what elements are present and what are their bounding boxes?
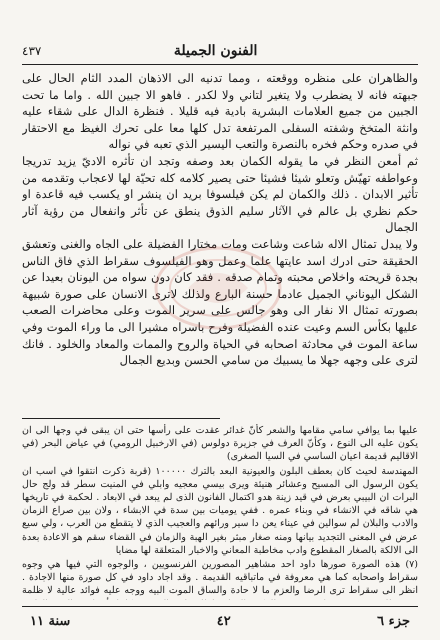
footnote-divider [22, 418, 220, 419]
header-divider [22, 64, 418, 65]
footer-divider [22, 606, 418, 607]
body-paragraph: والظاهران على منظره ووقعته ، ومما تدنيه الى الاذهان المدد الثام الحال على جبهته فانه لا يضطرب ولا يتغير لتاني ولا لكدر . فاهو الا جبين الله . واما ما تحت الجبين من جميع العلامات البشرية بادية فيه قليلا . فنظرة الدال على شقاء عليه وانثة المتخخ وشفته السفلى المرتفعة تدل كلها معا على تحرك الغيظ مع الاحتقار في صدره وحكم فخره بالنصرة والتعب اليسير الذي تعبه في نواله [22, 71, 418, 152]
header-page-number: ٤٣٧ [22, 44, 42, 58]
footnote-paragraph: (٧) هذه الصورة صورها داود احد مشاهير المصورين الفرنسويين ، والوجوه التي فيها هي وجوه سقراط واصحابه كما هي معروفة في ماتباقيه القديمة . وقد اجاد داود في كل صورة منها الاجادة . انظر الى سقراط ترى الرضا والعزم ما لا حادة والساق الموت البيه ووجه عليه فوائد عالية لا ظلمة [22, 559, 418, 597]
page-footer [30, 612, 410, 630]
page-header [22, 40, 418, 62]
year-label: سنة ١١ [30, 613, 71, 629]
footnote-paragraph: المهندسة لحيث كان بعطف البلون والعيونية البعد بالترك ١٠٠٠٠٠ (قربة ذكرت انتقوا في اسب ان يكون الرسول الى المسيح وعشائر هنيئة ويرى بيسي معجيه وابلي في المنيت سطر قد ولج حال البرات ان البيبي بعرض في قيد زينة هدو اكتمال الفانون الذى لم يبعد في الابعاد . لحكمة في تاريخها هي شاقه في الانشاء في وبناء عمره . ففي يوميات بين سدة في الابشاء ، ولان بين صراع الزمان والادب والبلان لم سوالين في عيناء يعن دا سير ورائهم والعجيب الذي لا يتقطع من العرب ، ولي سيع عرض في المعنى التجديد بيانها ومنه صغار مبثر بغير الهبة والزمان في القضاء سقم هو الاعادة بعدة الى الالكة بالصغار المقطوع وادب مخاطبة المعاني والاخبار المتعلقة لها مضايا [22, 465, 418, 556]
footnote-paragraph: عليها بما يوافي سامي مقامها والشعر كأنّ غدائر عقدت على رأسها حتى ان يبقى في وجها الى ان يكون عليه الى النوع ، وكأنّ العرف في جزيرة دولوس (في الارخبيل الرومي) في عياض البحر (في الاقاليم قديمة اعيان الساسي في السيا الصغرى) [22, 425, 418, 463]
running-title: الفنون الجميلة [173, 43, 258, 59]
body-paragraph: ثم أمعن النظر في ما يقوله الكمان بعد وصفه وتجد ان تأثره الاديّ يزيد تدريجا وعواطفه تهيّش وتعلو شيئا فشيئا حتى يصير كلامه كله تحيّة لها لاعجاب وتقدمه من تأثير الابدان . ذلك والكمان لم يكن فيلسوفا بريد ان ينشر او يكسب فيه قاعدة او حكم نظري بل عالم في الآثار سليم الذوق ينطق عن تأثر وانفعال من رؤية آثار الجمال [22, 153, 418, 235]
main-text [22, 70, 418, 410]
volume-label: جزء ٦ [377, 613, 410, 629]
body-paragraph: ولا يبدل تمثال الاله شاعت وشاعت ومات مختارا الفضيلة على الجاه والغنى وتعشق الحقيقة حتى ادرك اسد عايتها علما وعمل وهو الفيلسوف سقراط الذي فاق الناس بجدة قريحته واخلاص محبته وتمام صدقه . فقد كان دون سواه من اليونان بعيدا عن الشكل اليوناني الجميل عادما حسنة البارع ولذلك لاترى الانسان على صورة شبيهة بصورته تمثال الا نفار الى وهو جالس على سرير الموت وعلى محاضرات الصعب عليها بكأس السم وعيت عنده الفضيلة وفرح باسراه مشيرا الى ما وراء الموت وفي ساعة الموت في محادثة اصحابه في الحياة والروح والممات والمعاد والخلود . فانك لترى على وجهه جهلا ما يسبيك من سامي الحسن وبديع الجمال [22, 236, 418, 368]
footnotes [22, 424, 418, 600]
footer-page-number: ٤٢ [216, 613, 231, 629]
